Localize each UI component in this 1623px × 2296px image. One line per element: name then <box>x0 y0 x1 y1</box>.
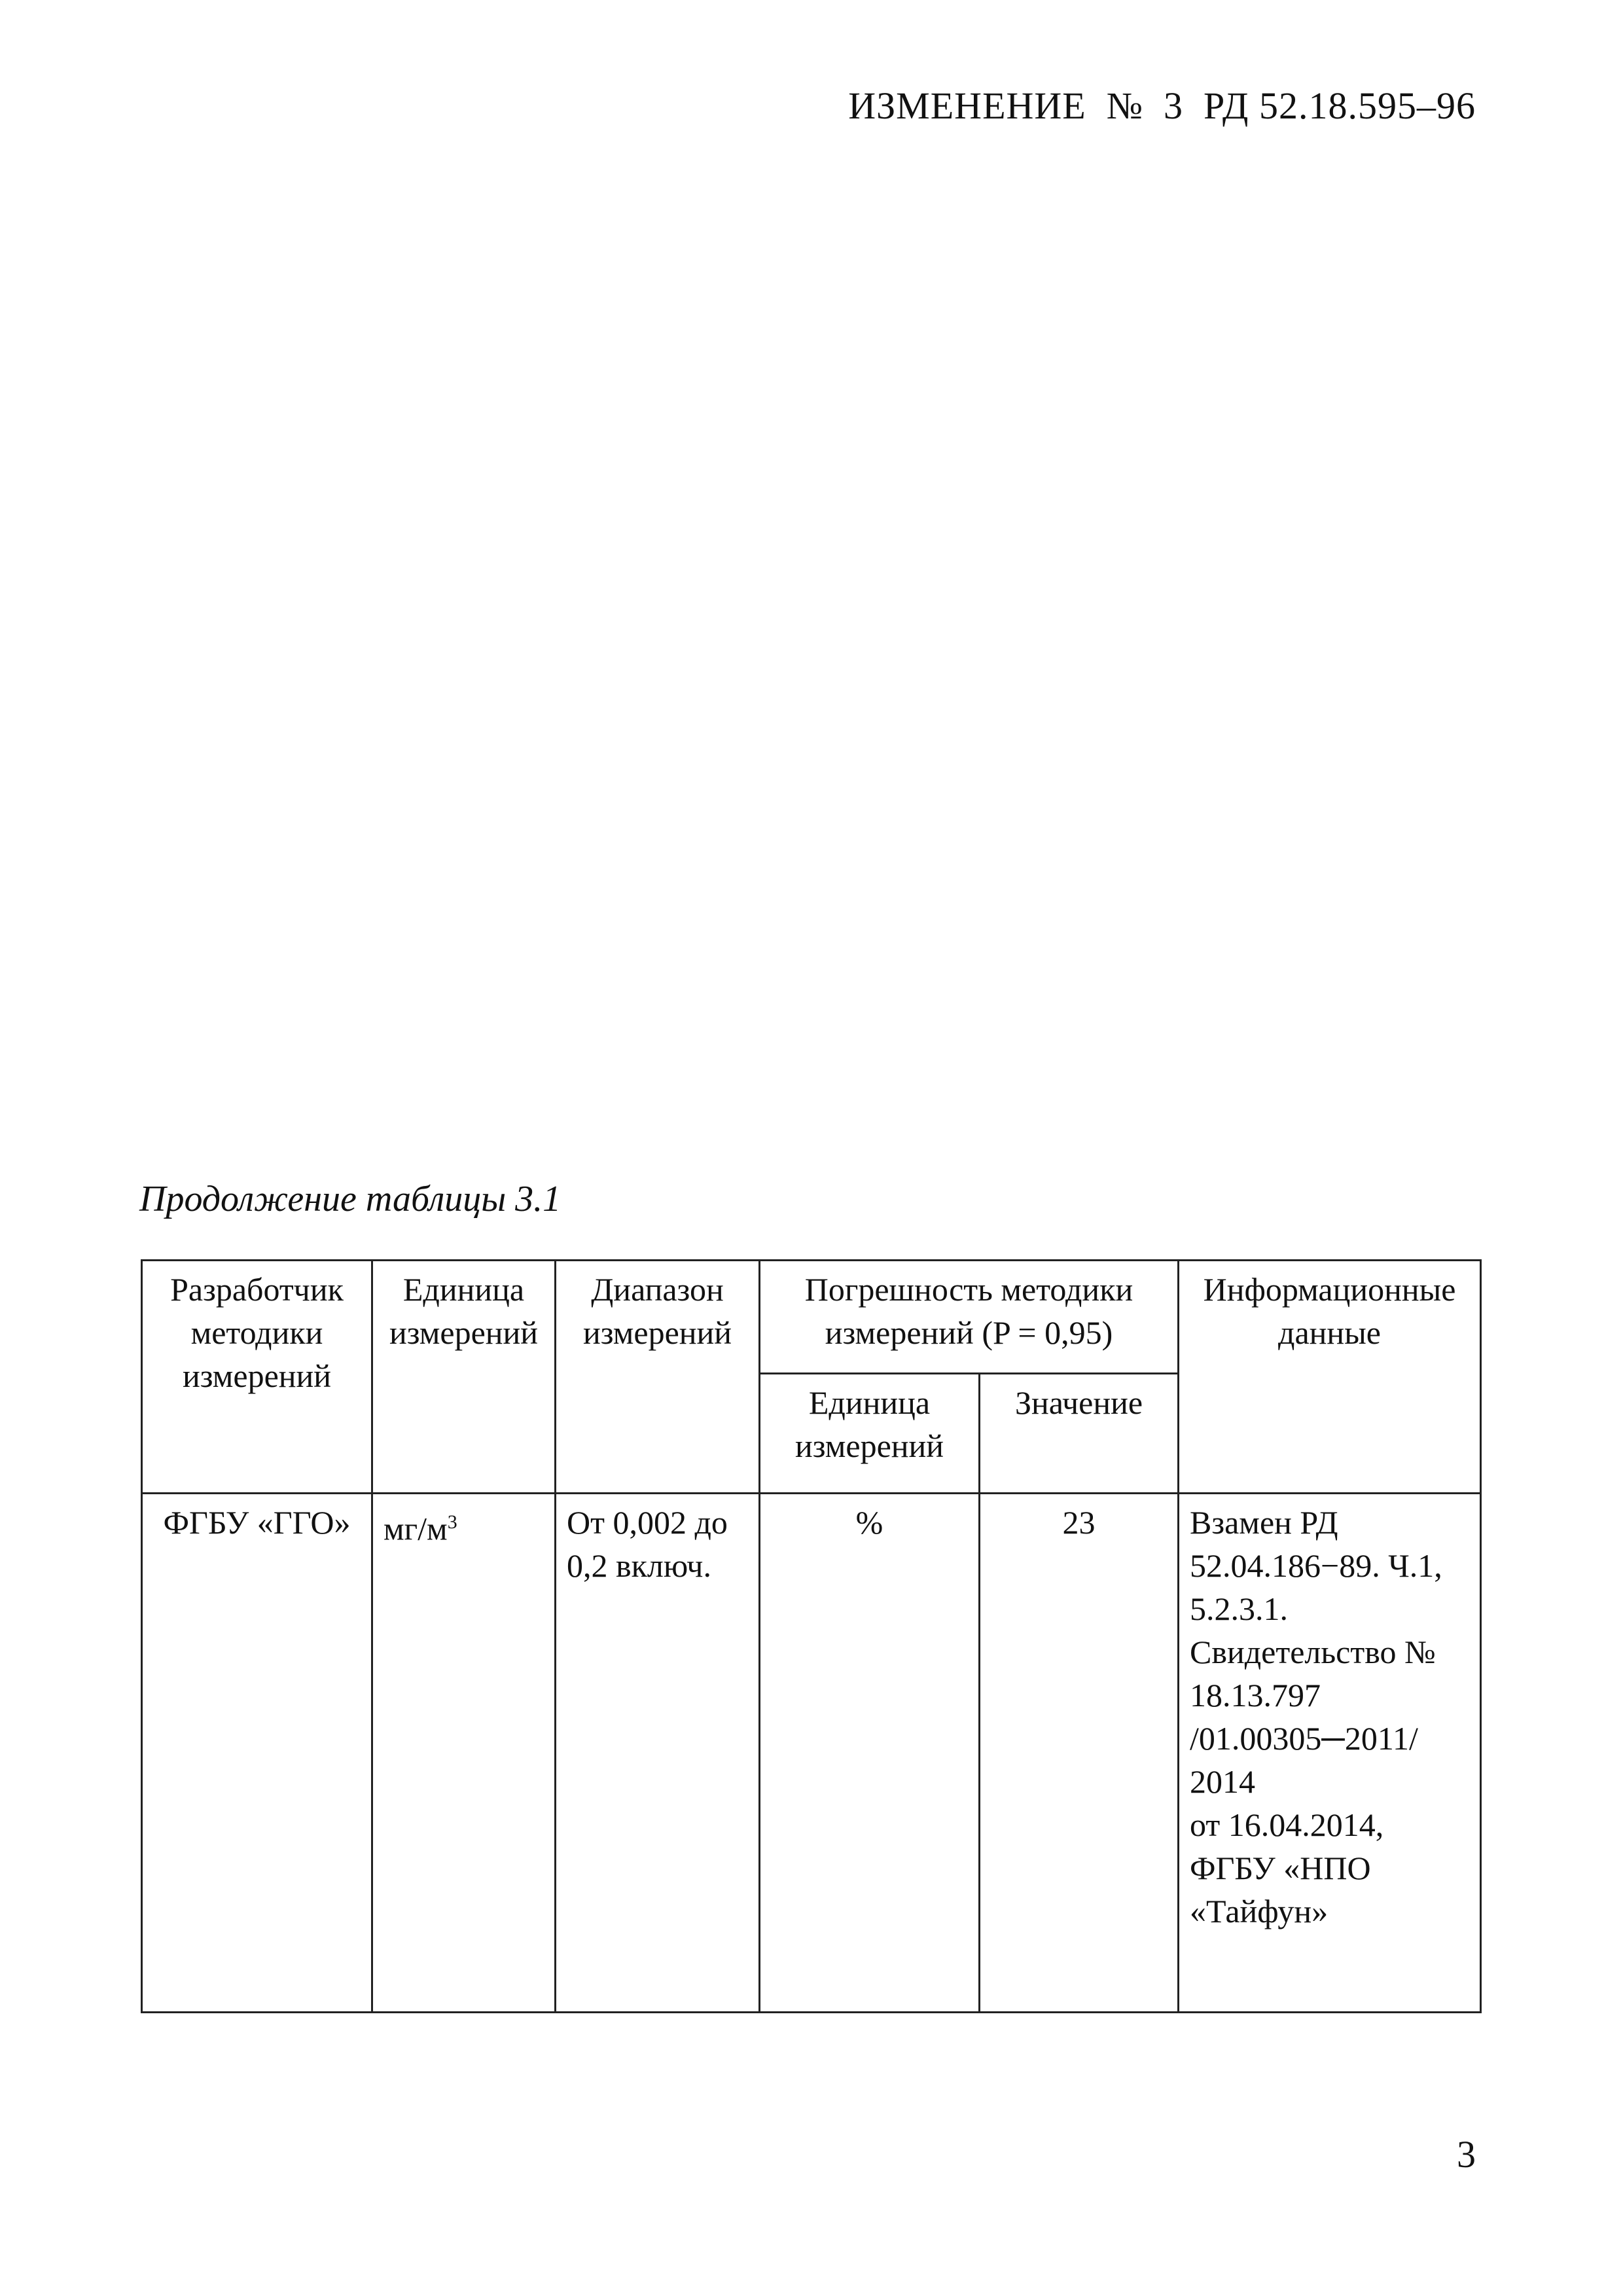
header-info: Информационные данные <box>1179 1261 1481 1494</box>
cell-developer: ФГБУ «ГГО» <box>142 1494 372 2013</box>
cell-unit <box>372 1494 556 2013</box>
header-range: Диапазон измерений <box>556 1261 760 1494</box>
cell-unit-exponent: 3 <box>447 1511 457 1533</box>
header-error-group: Погрешность методики измерений (P = 0,95) <box>760 1261 1179 1374</box>
cell-range: От 0,002 до 0,2 включ. <box>556 1494 760 2013</box>
measurement-table <box>141 1259 1482 2013</box>
cell-error-unit: % <box>760 1494 980 2013</box>
table-header-row <box>142 1261 1481 1374</box>
document-header: ИЗМЕНЕНИЕ № 3 РД 52.18.595–96 <box>848 84 1476 127</box>
table-caption: Продолжение таблицы 3.1 <box>139 1179 562 1219</box>
cell-unit-text: мг/м <box>383 1510 448 1547</box>
header-error-unit: Единица измерений <box>760 1374 980 1494</box>
page-number: 3 <box>1457 2133 1476 2176</box>
header-developer: Разработчик методики измерений <box>142 1261 372 1494</box>
cell-info: Взамен РД 52.04.186−89. Ч.1, 5.2.3.1. Свидетельство № 18.13.797 /01.00305─2011/ 2014 от 16.04.2014, ФГБУ «НПО «Тайфун» <box>1179 1494 1481 2013</box>
header-unit: Единица измерений <box>372 1261 556 1494</box>
cell-error-value: 23 <box>980 1494 1179 2013</box>
header-error-value: Значение <box>980 1374 1179 1494</box>
table-row <box>142 1494 1481 2013</box>
